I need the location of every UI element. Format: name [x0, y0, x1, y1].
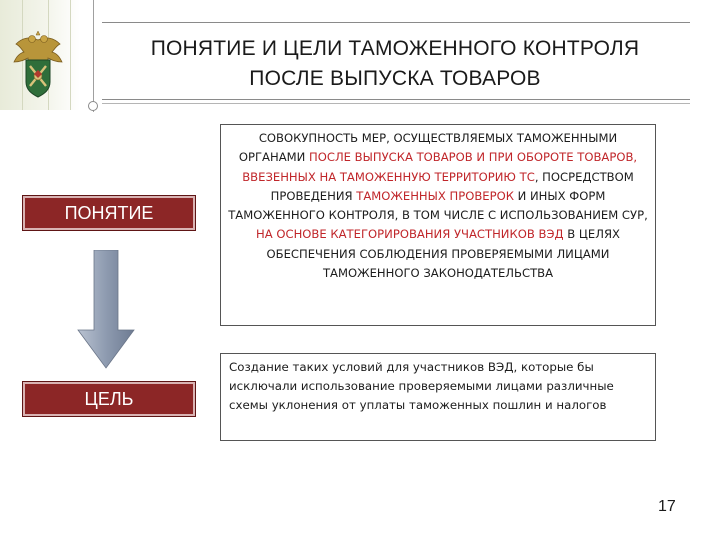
- header-bottom-rule: [102, 99, 690, 100]
- goal-definition-box: [220, 353, 656, 441]
- page-title: [100, 34, 690, 94]
- text-segment: И ИНЫХ ФОРМ ТАМОЖЕННОГО КОНТРОЛЯ, В ТОМ ЧИСЛЕ С ИСПОЛЬЗОВАНИЕМ СУР,: [228, 188, 648, 223]
- header-vertical-rule: [93, 0, 94, 112]
- title-line-2: ПОСЛЕ ВЫПУСКА ТОВАРОВ: [249, 67, 541, 90]
- header-dot: [88, 101, 98, 111]
- highlighted-phrase: ТАМОЖЕННЫХ ПРОВЕРОК: [356, 188, 514, 203]
- header-top-rule: [102, 22, 690, 23]
- highlighted-phrase: НА ОСНОВЕ КАТЕГОРИРОВАНИЯ УЧАСТНИКОВ ВЭД: [256, 227, 564, 242]
- header-bottom-rule-secondary: [102, 103, 690, 104]
- concept-definition-box: [220, 124, 656, 326]
- text-segment: , ПОСРЕДСТВОМ ПРОВЕДЕНИЯ: [270, 169, 634, 203]
- highlighted-phrase: ПОСЛЕ ВЫПУСКА ТОВАРОВ И ПРИ ОБОРОТЕ ТОВАРОВ, ВВЕЗЕННЫХ НА ТАМОЖЕННУЮ ТЕРРИТОРИЮ ТС: [242, 150, 638, 184]
- page-number: 17: [658, 498, 676, 515]
- strip-line: [70, 0, 71, 110]
- goal-definition-text: Создание таких условий для участников ВЭД, которые бы исключали использование проверяемыми лицами различные схемы уклонения от уплаты таможенных пошлин и налогов: [229, 360, 614, 412]
- down-arrow-icon: [76, 250, 136, 370]
- text-segment: СОВОКУПНОСТЬ МЕР, ОСУЩЕСТВЛЯЕМЫХ ТАМОЖЕННЫМИ ОРГАНАМИ: [238, 131, 618, 165]
- concept-label: ПОНЯТИЕ: [22, 195, 196, 231]
- customs-emblem-icon: [10, 30, 66, 100]
- text-segment: В ЦЕЛЯХ ОБЕСПЕЧЕНИЯ СОБЛЮДЕНИЯ ПРОВЕРЯЕМЫМИ ЛИЦАМИ ТАМОЖЕННОГО ЗАКОНОДАТЕЛЬСТВА: [266, 227, 620, 281]
- concept-definition-text: [221, 125, 655, 283]
- goal-label: ЦЕЛЬ: [22, 381, 196, 417]
- title-line-1: ПОНЯТИЕ И ЦЕЛИ ТАМОЖЕННОГО КОНТРОЛЯ: [150, 37, 640, 60]
